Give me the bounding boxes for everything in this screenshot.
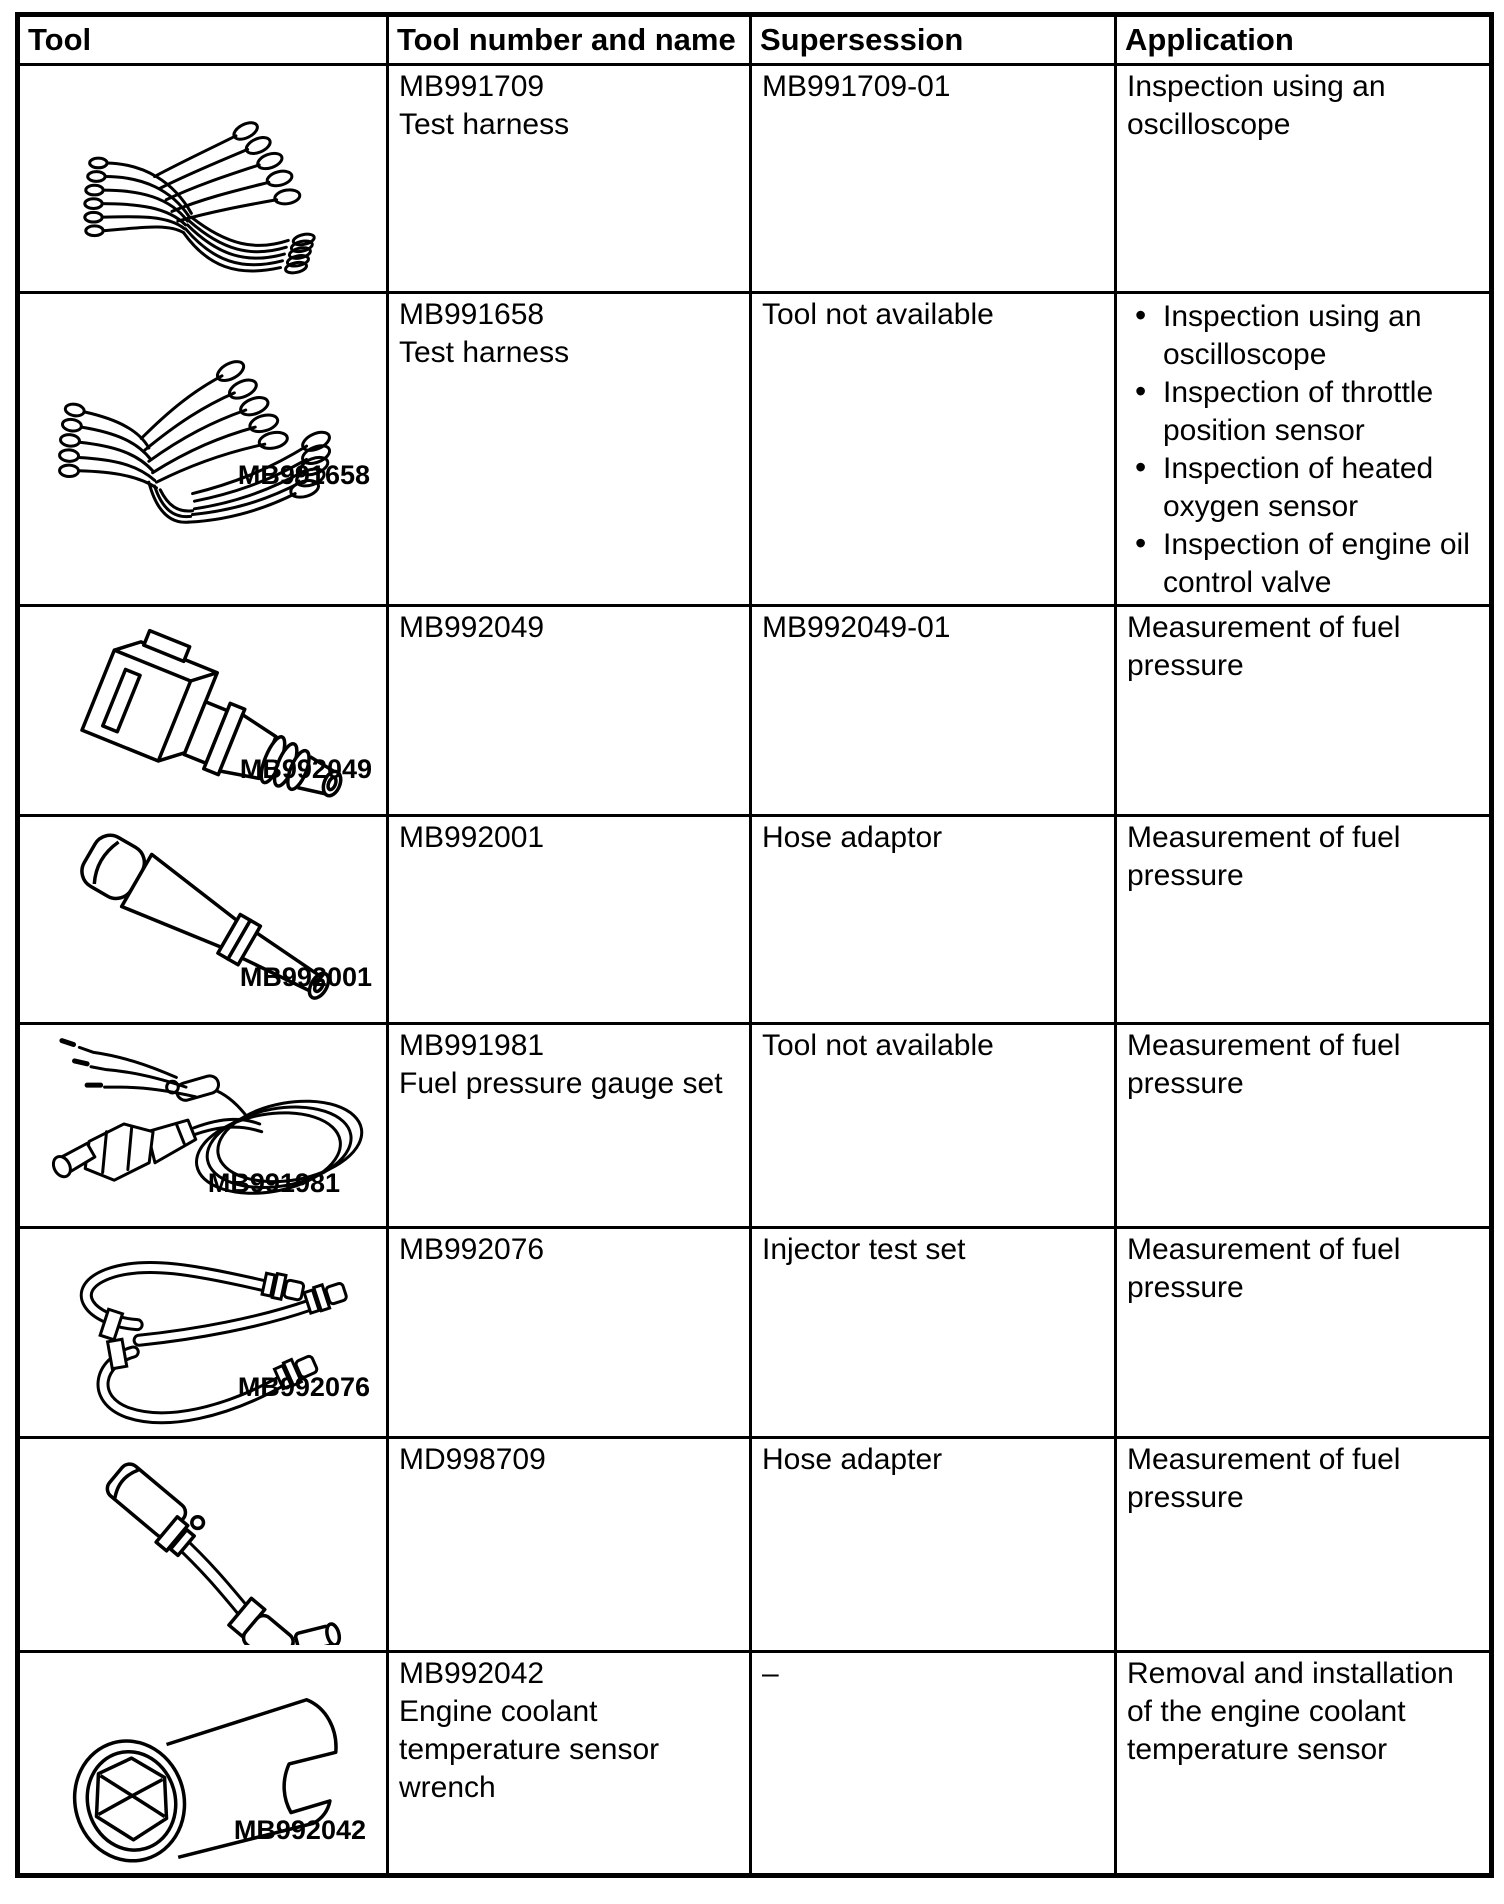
table-row — [18, 1652, 1492, 1876]
supersession-cell: Tool not available — [751, 1024, 1116, 1228]
tool-illustration-cell — [18, 1438, 388, 1652]
special-tools-table — [15, 12, 1494, 1878]
tool-number: MD998709 — [399, 1443, 546, 1476]
supersession-cell: Hose adapter — [751, 1438, 1116, 1652]
tool-number-cell — [388, 1438, 751, 1652]
table-row — [18, 816, 1492, 1024]
table-row — [18, 1228, 1492, 1438]
tool-illustration-cell — [18, 606, 388, 816]
tool-number: MB992049 — [399, 611, 545, 644]
test-harness-illustration — [27, 296, 379, 581]
tool-number-cell — [388, 1652, 751, 1876]
tool-label: MB992049 — [239, 754, 372, 784]
column-header-supersession: Supersession — [751, 15, 1116, 65]
tool-illustration-cell — [18, 1652, 388, 1876]
tool-number-cell — [388, 1024, 751, 1228]
application-cell: Measurement of fuel pressure — [1116, 816, 1492, 1024]
application-cell: Measurement of fuel pressure — [1116, 606, 1492, 816]
tool-label: MB992076 — [237, 1372, 370, 1402]
header-row — [18, 15, 1492, 65]
tool-name: Test harness — [399, 108, 570, 141]
supersession-cell: MB992049-01 — [751, 606, 1116, 816]
tool-number: MB991981 — [399, 1029, 545, 1062]
tool-number-cell — [388, 293, 751, 606]
application-item: • Inspection of heated oxygen sensor — [1127, 450, 1479, 526]
supersession-cell: – — [751, 1652, 1116, 1876]
tool-name: Test harness — [399, 336, 570, 369]
tool-number-cell — [388, 1228, 751, 1438]
column-header-application: Application — [1116, 15, 1492, 65]
tool-illustration-cell — [18, 1228, 388, 1438]
application-cell: Measurement of fuel pressure — [1116, 1228, 1492, 1438]
tool-name: Engine coolant temperature sensor wrench — [399, 1695, 660, 1804]
tool-number: MB991658 — [399, 298, 545, 331]
tool-illustration-cell — [18, 65, 388, 293]
application-item: • Inspection of engine oil control valve — [1127, 526, 1479, 602]
table-row — [18, 293, 1492, 606]
tool-label: MB991981 — [207, 1168, 340, 1198]
supersession-cell: Tool not available — [751, 293, 1116, 606]
tool-number-cell — [388, 65, 751, 293]
column-header-tool-number: Tool number and name — [388, 15, 751, 65]
tool-number: MB992001 — [399, 821, 545, 854]
table-row — [18, 1024, 1492, 1228]
test-harness-illustration — [35, 68, 371, 286]
tool-illustration-cell — [18, 816, 388, 1024]
application-cell: Inspection using an oscilloscope — [1116, 65, 1492, 293]
hose-adapter-illustration — [28, 1441, 378, 1645]
tool-name: Fuel pressure gauge set — [399, 1067, 723, 1100]
table-row — [18, 1438, 1492, 1652]
supersession-cell: Injector test set — [751, 1228, 1116, 1438]
application-list — [1127, 298, 1479, 602]
tool-illustration-cell — [18, 293, 388, 606]
tool-number: MB992042 — [399, 1657, 545, 1690]
supersession-cell: Hose adaptor — [751, 816, 1116, 1024]
tool-label: MB991658 — [237, 460, 370, 490]
application-cell: Removal and installation of the engine coolant temperature sensor — [1116, 1652, 1492, 1876]
table-row — [18, 65, 1492, 293]
tool-number-cell — [388, 606, 751, 816]
tool-illustration-cell — [18, 1024, 388, 1228]
tool-label: MB992042 — [233, 1815, 366, 1845]
column-header-tool: Tool — [18, 15, 388, 65]
table-row — [18, 606, 1492, 816]
supersession-cell: MB991709-01 — [751, 65, 1116, 293]
tool-number: MB992076 — [399, 1233, 545, 1266]
tool-label: MB992001 — [239, 962, 372, 992]
application-item: • Inspection of throttle position sensor — [1127, 374, 1479, 450]
application-cell — [1116, 293, 1492, 606]
application-item: • Inspection using an oscilloscope — [1127, 298, 1479, 374]
application-cell: Measurement of fuel pressure — [1116, 1438, 1492, 1652]
tool-number: MB991709 — [399, 70, 545, 103]
application-cell: Measurement of fuel pressure — [1116, 1024, 1492, 1228]
tool-number-cell — [388, 816, 751, 1024]
